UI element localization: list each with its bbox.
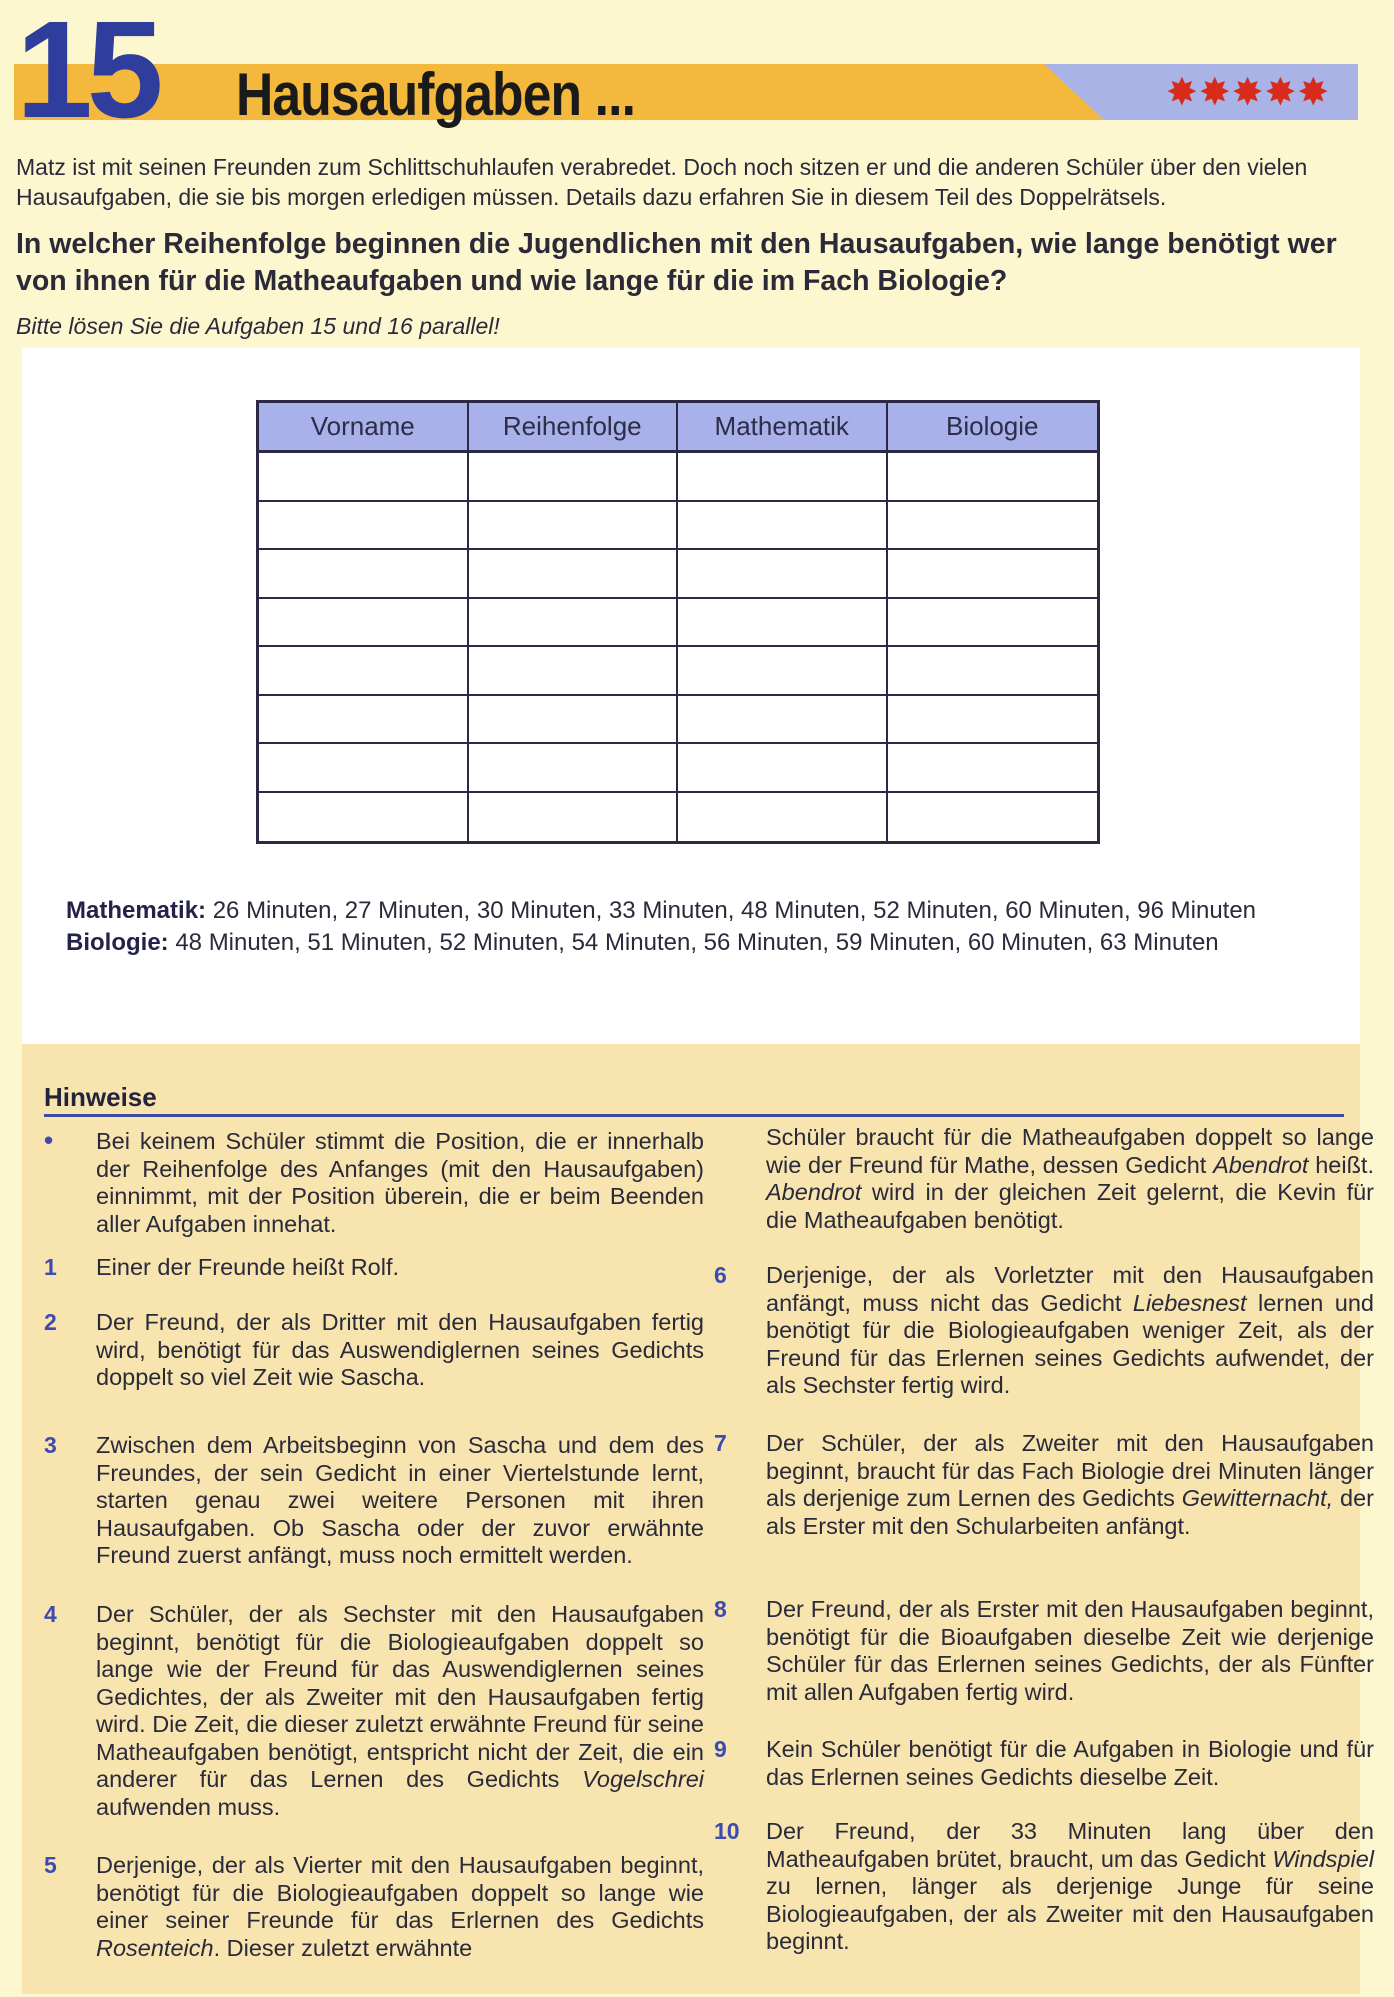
grid-cell[interactable] [469,647,679,696]
hint-10 [714,1818,1374,1956]
hint-text-part: Derjenige, der als Vorletzter mit den Hausaufgaben anfängt, muss nicht das Gedicht [766,1262,1374,1316]
hint-5 [44,1852,704,1962]
hint-text: Kein Schüler benötigt für die Aufgaben in Biologie und für das Erlernen seines Gedichts dieselbe Zeit. [766,1736,1374,1790]
grid-cell[interactable] [678,744,888,793]
hint-4 [44,1601,704,1821]
grid-cell[interactable] [888,696,1098,745]
grid-header-vorname: Vorname [259,403,469,453]
grid-cell[interactable] [259,550,469,599]
hint-2 [44,1309,704,1392]
hint-number: 10 [714,1818,740,1844]
hint-text-part: Derjenige, der als Vierter mit den Hausaufgaben beginnt, benötigt für die Biologieaufgaben doppelt so lange wie einer seiner Freunde für das Erlernen des Gedichts [96,1852,704,1933]
grid-cell[interactable] [469,793,679,842]
hint-8 [714,1596,1374,1706]
hint-text: Der Freund, der als Erster mit den Hausaufgaben beginnt, benötigt für die Bioaufgaben dieselbe Zeit wie derjenige Schüler für das Erlernen seines Gedichts, der als Fünfter mit allen Aufgaben fertig wird. [766,1596,1374,1705]
grid-cell[interactable] [469,744,679,793]
math-times-label: Mathematik: [66,897,207,924]
hint-text-part: zu lernen, länger als derjenige Junge für seine Biologieaufgaben, der als Zweiter mit den Hausaufgaben beginnt. [766,1873,1374,1954]
hints-title: Hinweise [44,1082,157,1112]
hint-number: 8 [714,1596,727,1622]
grid-cell[interactable] [469,599,679,648]
hint-text: Der Freund, der als Dritter mit den Hausaufgaben fertig wird, benötigt für das Auswendiglernen seines Gedichts doppelt so viel Zeit wie Sascha. [96,1309,704,1390]
title-band [14,64,1358,120]
grid-cell[interactable] [259,647,469,696]
grid-cell[interactable] [259,599,469,648]
grid-header-biologie: Biologie [888,403,1098,453]
hint-text [96,1852,704,1962]
grid-cell[interactable] [259,793,469,842]
hint-bullet [44,1125,704,1238]
solution-grid [256,400,1100,844]
hint-text-part: . Dieser zuletzt erwähnte [213,1934,473,1961]
hint-text-part: Der Schüler, der als Zweiter mit den Hausaufgaben beginnt, braucht für das Fach Biologie drei Minuten länger als derjenige zum Lernen des Gedichts [766,1430,1374,1511]
hint-text: Einer der Freunde heißt Rolf. [96,1254,400,1280]
grid-cell[interactable] [469,453,679,502]
hint-number: 5 [44,1852,57,1878]
grid-cell[interactable] [678,696,888,745]
hint-text-part: lernen und benötigt für die Biologieaufgaben weniger Zeit, als der Freund für das Erlernen seines Gedichts aufwendet, der als Sechster fertig wird. [766,1289,1374,1398]
grid-cell[interactable] [678,793,888,842]
poem-title: Gewitternacht, [1181,1485,1334,1511]
page-title: Hausaufgaben ... [236,61,636,128]
hint-text: Zwischen dem Arbeitsbeginn von Sascha und dem des Freundes, der sein Gedicht in einer Viertelstunde lernt, starten genau zwei weitere Personen mit ihren Hausaufgaben. Ob Sascha oder der zuvor erwähnte Freund zuerst anfängt, muss noch ermittelt werden. [96,1432,704,1568]
grid-cell[interactable] [259,453,469,502]
poem-title: Liebesnest [1132,1289,1247,1316]
hint-text-part: Der Schüler, der als Sechster mit den Hausaufgaben beginnt, benötigt für die Biologieaufgaben doppelt so lange wie der Freund für das Auswendiglernen seines Gedichtes, der als Zweiter mit den Hausaufgaben fertig wird. Die Zeit, die dieser zuletzt erwähnte Freund für seine Matheaufgaben benötigt, entspricht nicht der Zeit, die ein anderer für das Lernen des Gedichts [96,1601,704,1792]
hint-text [766,1262,1374,1400]
hint-5-continued [766,1124,1374,1234]
hint-7 [714,1430,1374,1540]
grid-cell[interactable] [888,599,1098,648]
grid-cell[interactable] [259,744,469,793]
grid-cell[interactable] [678,550,888,599]
grid-cell[interactable] [888,744,1098,793]
grid-cell[interactable] [469,696,679,745]
grid-cell[interactable] [678,599,888,648]
hint-text-part: wird in der gleichen Zeit gelernt, die Kevin für die Matheaufgaben benötigt. [766,1179,1374,1233]
difficulty-stars-icon: ✸✸✸✸✸ [1166,70,1331,114]
grid-cell[interactable] [888,502,1098,551]
hint-text-part: Schüler braucht für die Matheaufgaben doppelt so lange wie der Freund für Mathe, dessen Gedicht [766,1124,1374,1178]
hint-1 [44,1254,704,1282]
hint-9 [714,1736,1374,1791]
hints-divider [44,1114,1344,1117]
grid-cell[interactable] [469,502,679,551]
hint-text-part: aufwenden muss. [96,1793,281,1820]
puzzle-question: In welcher Reihenfolge beginnen die Jugendlichen mit den Hausaufgaben, wie lange benötigt wer von ihnen für die Matheaufgaben und wie lange für die im Fach Biologie? [16,228,1337,297]
hint-number: 1 [44,1254,57,1280]
grid-cell[interactable] [469,550,679,599]
math-times-values: 26 Minuten, 27 Minuten, 30 Minuten, 33 Minuten, 48 Minuten, 52 Minuten, 60 Minuten, 96 Minuten [212,897,1257,924]
page-header [0,0,1394,150]
hint-number: 9 [714,1736,727,1762]
hint-number: 7 [714,1430,727,1456]
grid-cell[interactable] [888,793,1098,842]
grid-cell[interactable] [678,502,888,551]
grid-header-reihenfolge: Reihenfolge [469,403,679,453]
hint-text [766,1430,1374,1540]
poem-title: Abendrot [1213,1151,1309,1178]
hints-section [22,1044,1374,1994]
hint-text-part: der als Erster mit den Schularbeiten anfängt. [766,1485,1374,1539]
instruction-text: Bitte lösen Sie die Aufgaben 15 und 16 parallel! [16,313,500,339]
hint-3 [44,1432,704,1570]
intro-text: Matz ist mit seinen Freunden zum Schlittschuhlaufen verabredet. Doch noch sitzen er und die anderen Schüler über den vielen Hausaufgaben, die sie bis morgen erledigen müssen. Details dazu erfahren Sie in diesem Teil des Doppelrätsels. [16,154,1308,210]
grid-cell[interactable] [678,647,888,696]
bio-times-label: Biologie: [66,929,169,956]
hint-text-part: heißt. [1308,1151,1374,1178]
grid-header-mathematik: Mathematik [678,403,888,453]
hint-number: 6 [714,1262,727,1288]
grid-cell[interactable] [678,453,888,502]
grid-cell[interactable] [888,453,1098,502]
hint-6 [714,1262,1374,1400]
hint-text [766,1818,1374,1956]
hint-number: 2 [44,1309,57,1335]
hint-text [96,1601,704,1821]
math-times-line [66,896,1356,926]
grid-cell[interactable] [888,647,1098,696]
work-panel [22,348,1360,1044]
poem-title: Abendrot [766,1179,862,1205]
hint-text-part: Der Freund, der 33 Minuten lang über den Matheaufgaben brütet, braucht, um das Gedicht [766,1818,1374,1872]
puzzle-number: 15 [16,0,158,147]
poem-title: Vogelschrei [582,1766,704,1792]
poem-title: Rosenteich [96,1934,214,1961]
grid-cell[interactable] [888,550,1098,599]
bio-times-values: 48 Minuten, 51 Minuten, 52 Minuten, 54 Minuten, 56 Minuten, 59 Minuten, 60 Minuten, 63 Minuten [175,929,1219,956]
bullet-icon: • [44,1125,54,1155]
hint-text: Bei keinem Schüler stimmt die Position, die er innerhalb der Reihenfolge des Anfanges (mit den Hausaufgaben) einnimmt, mit der Position überein, die er beim Beenden aller Aufgaben innehat. [96,1128,704,1237]
grid-cell[interactable] [259,502,469,551]
poem-title: Windspiel [1272,1845,1374,1872]
hint-number: 3 [44,1432,57,1458]
grid-cell[interactable] [259,696,469,745]
hint-number: 4 [44,1601,57,1627]
bio-times-line [66,928,1356,958]
